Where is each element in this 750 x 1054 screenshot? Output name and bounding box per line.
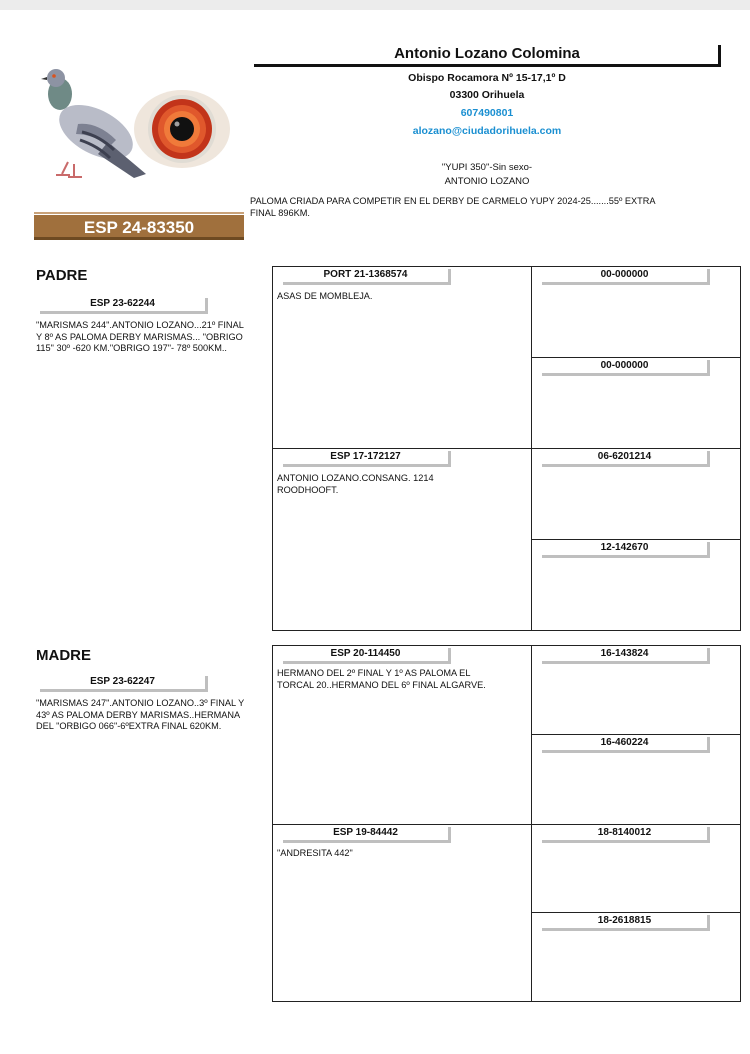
ggp-ring-mfm: 16-460224 bbox=[542, 737, 710, 753]
ggp-ring-fmf: 06-6201214 bbox=[542, 451, 710, 467]
ggp-box-fff bbox=[531, 266, 741, 358]
grandparent-ring-ff: PORT 21-1368574 bbox=[283, 269, 451, 285]
address-line-1: Obispo Rocamora Nº 15-17,1º D bbox=[408, 72, 566, 84]
grandparent-notes-mf: HERMANO DEL 2º FINAL Y 1º AS PALOMA EL TORCAL 20..HERMANO DEL 6º FINAL ALGARVE. bbox=[277, 668, 486, 690]
top-bar bbox=[0, 0, 750, 10]
ggp-box-mff bbox=[531, 645, 741, 735]
mother-ring: ESP 23-62247 bbox=[40, 676, 208, 692]
mother-heading: MADRE bbox=[36, 647, 91, 664]
owner-name: Antonio Lozano Colomina bbox=[394, 45, 580, 62]
eye-image bbox=[132, 88, 232, 170]
ggp-ring-mff: 16-143824 bbox=[542, 648, 710, 664]
father-ring: ESP 23-62244 bbox=[40, 298, 208, 314]
grandparent-ring-fm: ESP 17-172127 bbox=[283, 451, 451, 467]
grandparent-ring-mm: ESP 19-84442 bbox=[283, 827, 451, 843]
grandparent-box-mm bbox=[272, 824, 532, 1002]
ggp-box-fmm bbox=[531, 539, 741, 631]
breeder-name: ANTONIO LOZANO bbox=[444, 176, 530, 187]
ggp-box-mmf bbox=[531, 824, 741, 913]
grandparent-notes-mm: "ANDRESITA 442" bbox=[277, 848, 353, 858]
grandparent-ring-mf: ESP 20-114450 bbox=[283, 648, 451, 664]
grandparent-notes-fm: ANTONIO LOZANO.CONSANG. 1214 ROODHOOFT. bbox=[277, 473, 434, 495]
ggp-ring-mmm: 18-2618815 bbox=[542, 915, 710, 931]
bird-description: PALOMA CRIADA PARA COMPETIR EN EL DERBY DE CARMELO YUPY 2024-25.......55º EXTRA FINAL 896KM. bbox=[250, 196, 656, 218]
grandparent-box-mf bbox=[272, 645, 532, 825]
ggp-ring-mmf: 18-8140012 bbox=[542, 827, 710, 843]
email-link[interactable]: alozano@ciudadorihuela.com bbox=[412, 125, 562, 137]
grandparent-notes-ff: ASAS DE MOMBLEJA. bbox=[277, 291, 373, 301]
father-notes: "MARISMAS 244".ANTONIO LOZANO...21º FINAL Y 8º AS PALOMA DERBY MARISMAS... "OBRIGO 115" 30º -620 KM."OBRIGO 197"- 78º 500KM.. bbox=[36, 320, 244, 353]
owner-underline bbox=[254, 64, 721, 67]
phone-number[interactable]: 607490801 bbox=[460, 107, 514, 119]
ggp-ring-fmm: 12-142670 bbox=[542, 542, 710, 558]
ggp-box-fmf bbox=[531, 448, 741, 540]
ggp-ring-ffm: 00-000000 bbox=[542, 360, 710, 376]
grandparent-box-fm bbox=[272, 448, 532, 631]
ggp-box-mmm bbox=[531, 912, 741, 1002]
mother-notes: "MARISMAS 247".ANTONIO LOZANO..3º FINAL Y 43º AS PALOMA DERBY MARISMAS..HERMANA DEL "ORBIGO 066"-6ºEXTRA FINAL 620KM. bbox=[36, 698, 245, 731]
bird-name: "YUPI 350"-Sin sexo- bbox=[441, 162, 533, 173]
owner-rule-end bbox=[718, 45, 721, 67]
father-heading: PADRE bbox=[36, 267, 88, 284]
grandparent-box-ff bbox=[272, 266, 532, 449]
bird-ring-number: ESP 24-83350 bbox=[34, 215, 244, 240]
ggp-ring-fff: 00-000000 bbox=[542, 269, 710, 285]
ggp-box-ffm bbox=[531, 357, 741, 449]
ggp-box-mfm bbox=[531, 734, 741, 825]
address-line-2: 03300 Orihuela bbox=[449, 89, 525, 101]
